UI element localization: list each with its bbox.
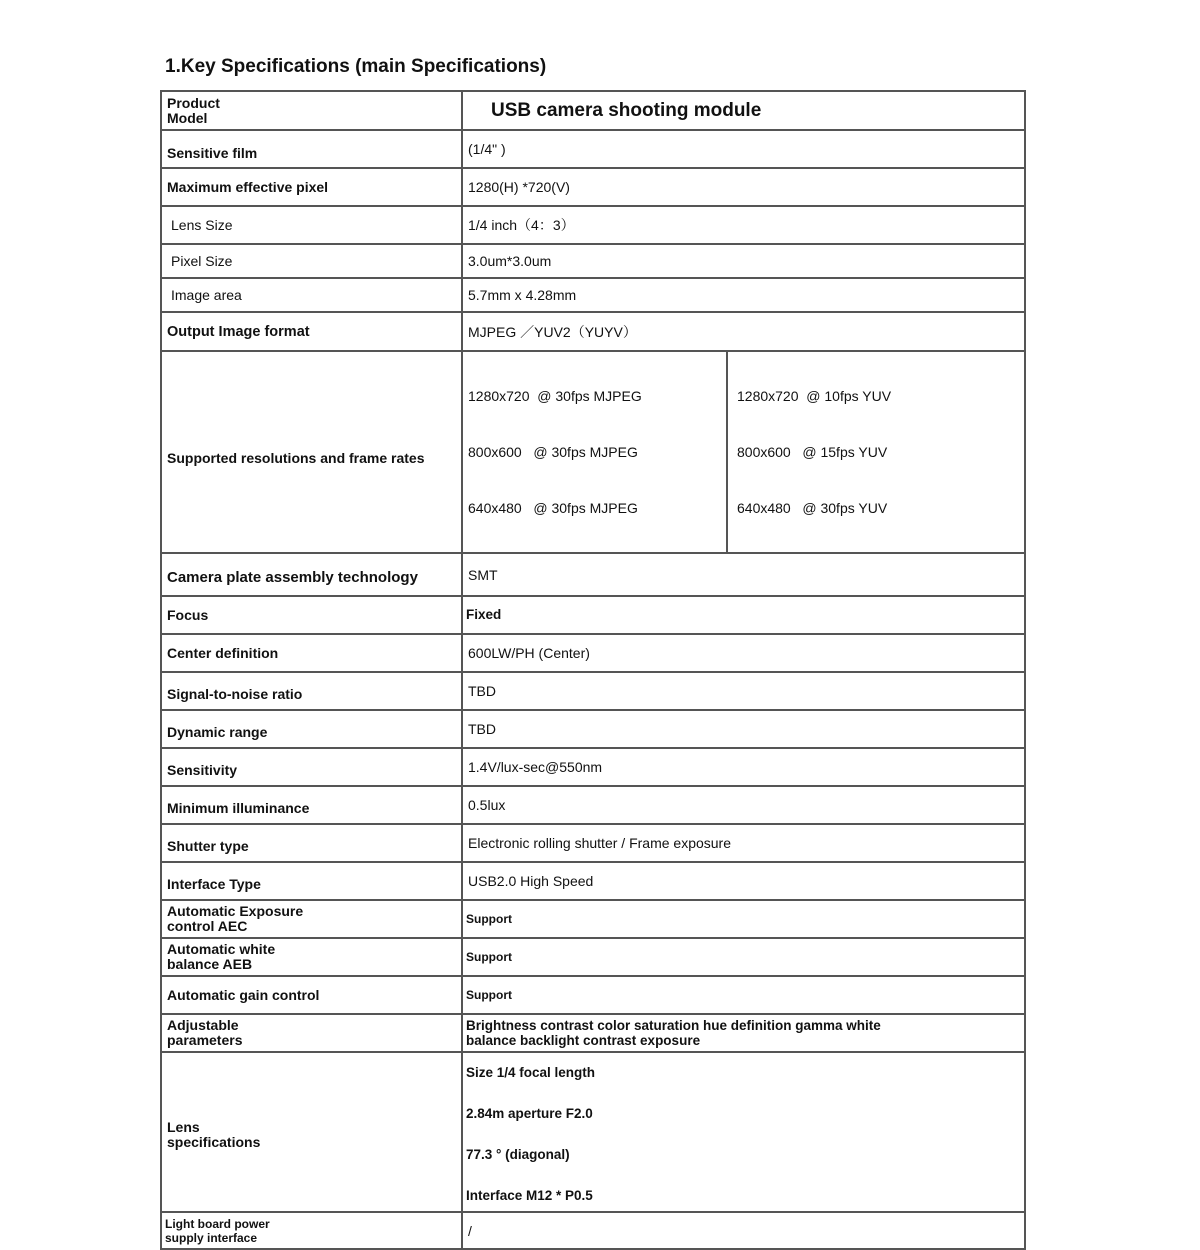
spec-label-pixel-size: Pixel Size xyxy=(161,244,462,278)
table-row xyxy=(161,634,1025,672)
resolution-item: 800x600 @ 15fps YUV xyxy=(737,444,888,460)
spec-value-power-interface: / xyxy=(462,1212,1025,1249)
table-row xyxy=(161,168,1025,206)
spec-value-adjustable: Brightness contrast color saturation hue definition gamma white balance backlight contrast exposure xyxy=(462,1014,1025,1052)
spec-value-aec: Support xyxy=(462,900,1025,938)
yuv-resolutions-cell xyxy=(727,351,1025,553)
spec-label-dynamic-range: Dynamic range xyxy=(161,710,462,748)
spec-value-snr: TBD xyxy=(462,672,1025,710)
table-row xyxy=(161,938,1025,976)
table-row xyxy=(161,91,1025,130)
spec-value-shutter-type: Electronic rolling shutter / Frame exposure xyxy=(462,824,1025,862)
spec-label-agc: Automatic gain control xyxy=(161,976,462,1014)
table-row xyxy=(161,1014,1025,1052)
spec-value-output-format: MJPEG ／YUV2（YUYV） xyxy=(462,312,1025,351)
table-row xyxy=(161,130,1025,168)
spec-value-image-area: 5.7mm x 4.28mm xyxy=(462,278,1025,312)
spec-value-lens-size: 1/4 inch（4：3） xyxy=(462,206,1025,244)
table-row xyxy=(161,710,1025,748)
spec-label-product-model: Product Model xyxy=(161,91,462,130)
spec-label-sensitivity: Sensitivity xyxy=(161,748,462,786)
spec-label-adjustable: Adjustable parameters xyxy=(161,1014,462,1052)
spec-label-max-pixel: Maximum effective pixel xyxy=(161,168,462,206)
spec-label-assembly: Camera plate assembly technology xyxy=(161,553,462,596)
spec-value-focus: Fixed xyxy=(462,596,1025,634)
resolution-item: 640x480 @ 30fps YUV xyxy=(737,500,888,516)
spec-value-max-pixel: 1280(H) *720(V) xyxy=(462,168,1025,206)
specifications-table xyxy=(160,90,1026,1250)
spec-label-snr: Signal-to-noise ratio xyxy=(161,672,462,710)
table-row xyxy=(161,824,1025,862)
resolution-item: 1280x720 @ 10fps YUV xyxy=(737,388,892,404)
table-row xyxy=(161,596,1025,634)
spec-label-awb: Automatic white balance AEB xyxy=(161,938,462,976)
table-row xyxy=(161,351,1025,553)
spec-label-lens-specs: Lens specifications xyxy=(161,1052,462,1212)
lens-spec-line: Size 1/4 focal length xyxy=(466,1065,596,1080)
lens-spec-line: Interface M12 * P0.5 xyxy=(466,1188,593,1203)
spec-value-awb: Support xyxy=(462,938,1025,976)
table-row xyxy=(161,786,1025,824)
table-row xyxy=(161,553,1025,596)
table-row xyxy=(161,1212,1025,1249)
spec-label-power-interface: Light board power supply interface xyxy=(161,1212,462,1249)
table-row xyxy=(161,312,1025,351)
resolution-item: 1280x720 @ 30fps MJPEG xyxy=(468,388,642,404)
spec-label-aec: Automatic Exposure control AEC xyxy=(161,900,462,938)
page-title: 1.Key Specifications (main Specifications) xyxy=(165,56,547,77)
spec-label-center-definition: Center definition xyxy=(161,634,462,672)
spec-label-shutter-type: Shutter type xyxy=(161,824,462,862)
spec-value-assembly: SMT xyxy=(462,553,1025,596)
spec-label-lens-size: Lens Size xyxy=(161,206,462,244)
spec-value-sensitivity: 1.4V/lux-sec@550nm xyxy=(462,748,1025,786)
table-row xyxy=(161,244,1025,278)
resolution-item: 800x600 @ 30fps MJPEG xyxy=(468,444,638,460)
spec-value-lens-specs xyxy=(462,1052,1025,1212)
table-row xyxy=(161,976,1025,1014)
spec-value-interface-type: USB2.0 High Speed xyxy=(462,862,1025,900)
spec-label-interface-type: Interface Type xyxy=(161,862,462,900)
spec-value-sensitive-film: (1/4" ) xyxy=(462,130,1025,168)
table-row xyxy=(161,278,1025,312)
table-row xyxy=(161,672,1025,710)
spec-value-dynamic-range: TBD xyxy=(462,710,1025,748)
mjpeg-resolutions-cell xyxy=(462,351,727,553)
spec-label-min-illuminance: Minimum illuminance xyxy=(161,786,462,824)
spec-value-agc: Support xyxy=(462,976,1025,1014)
spec-value-pixel-size: 3.0um*3.0um xyxy=(462,244,1025,278)
table-row xyxy=(161,1052,1025,1212)
spec-value-center-definition: 600LW/PH (Center) xyxy=(462,634,1025,672)
resolution-item: 640x480 @ 30fps MJPEG xyxy=(468,500,638,516)
table-row xyxy=(161,900,1025,938)
spec-value-product-model: USB camera shooting module xyxy=(462,91,1025,130)
spec-label-sensitive-film: Sensitive film xyxy=(161,130,462,168)
table-row xyxy=(161,206,1025,244)
spec-label-resolutions: Supported resolutions and frame rates xyxy=(161,351,462,553)
lens-spec-line: 77.3 ° (diagonal) xyxy=(466,1147,570,1162)
spec-value-min-illuminance: 0.5lux xyxy=(462,786,1025,824)
spec-label-output-format: Output Image format xyxy=(161,312,462,351)
lens-spec-line: 2.84m aperture F2.0 xyxy=(466,1106,593,1121)
spec-label-focus: Focus xyxy=(161,596,462,634)
table-row xyxy=(161,748,1025,786)
table-row xyxy=(161,862,1025,900)
spec-label-image-area: Image area xyxy=(161,278,462,312)
